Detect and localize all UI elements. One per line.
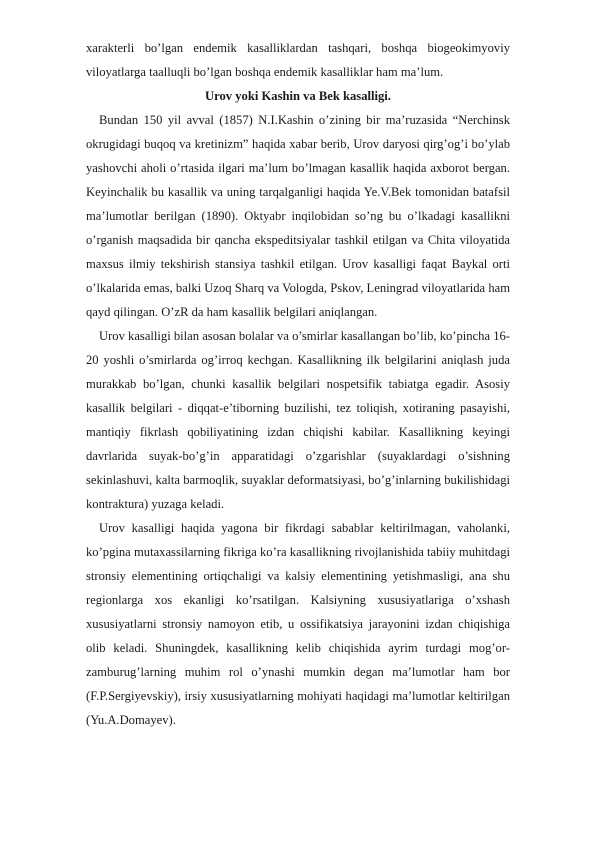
intro-paragraph: xarakterli bo’lgan endemik kasalliklardan tashqari, boshqa biogeokimyoviy viloyatlarga taalluqli bo’lgan boshqa endemik kasalliklar ham ma’lum. <box>86 41 510 79</box>
body-paragraph-1: Bundan 150 yil avval (1857) N.I.Kashin o’zining bir ma’ruzasida “Nerchinsk okrugidagi buqoq va kretinizm” haqida xabar berib, Urov daryosi qirg’og’i bo’ylab yashovchi aholi o’rtasida ilgari ma’lum bo’lmagan kasallik haqida axborot bergan. Keyinchalik bu kasallik va uning tarqalganligi haqida Ye.V.Bek tomonidan batafsil ma’lumotlar berilgan (1890). Oktyabr inqilobidan so’ng bu o’lkadagi kasallikni o’rganish maqsadida bir qancha ekspeditsiyalar tashkil etilgan va Chita viloyatida maxsus ilmiy tekshirish stansiya tashkil etilgan. Urov kasalligi faqat Baykal orti o’lkalarida emas, balki Uzoq Sharq va Vologda, Pskov, Leningrad viloyatlarida ham qayd qilingan. O’zR da ham kasallik belgilari aniqlangan. <box>86 113 510 319</box>
section-heading: Urov yoki Kashin va Bek kasalligi. <box>205 89 391 103</box>
body-paragraph-3: Urov kasalligi haqida yagona bir fikrdagi sabablar keltirilmagan, vaholanki, ko’pgina mutaxassilarning fikriga ko’ra kasallikning rivojlanishida tabiiy muhitdagi stronsiy elementining ortiqchaligi va kalsiy elementining yetishmasligi, ana shu regionlarga xos ekanligi ko’rsatilgan. Kalsiyning xususiyatlariga o’xshash xususiyatlarni stronsiy namoyon etib, u ossifikatsiya jarayonini izdan chiqishiga olib keladi. Shuningdek, kasallikning kelib chiqishida ayrim turdagi mog’or-zamburug’larning muhim rol o’ynashi mumkin degan ma’lumotlar ham bor (F.P.Sergiyevskiy), irsiy xususiyatlarning mohiyati haqidagi ma’lumotlar keltirilgan (Yu.A.Domayev). <box>86 521 510 727</box>
body-paragraph-2: Urov kasalligi bilan asosan bolalar va o’smirlar kasallangan bo’lib, ko’pincha 16-20 yoshli o’smirlarda og’irroq kechgan. Kasallikning ilk belgilarini aniqlash juda murakkab bo’lgan, chunki kasallik belgilari nospetsifik tabiatga egadir. Asosiy kasallik belgilari - diqqat-e’tiborning buzilishi, tez toliqish, xotiraning pasayishi, mantiqiy fikrlash qobiliyatining izdan chiqishi kabilar. Kasallikning keyingi davrlarida suyak-bo’g’in apparatidagi o’zgarishlar (suyaklardagi o’sishning sekinlashuvi, kalta barmoqlik, suyaklar deformatsiyasi, bo’g’inlarning bukilishidagi kontraktura) yuzaga keladi. <box>86 329 510 511</box>
document-body <box>86 36 510 732</box>
